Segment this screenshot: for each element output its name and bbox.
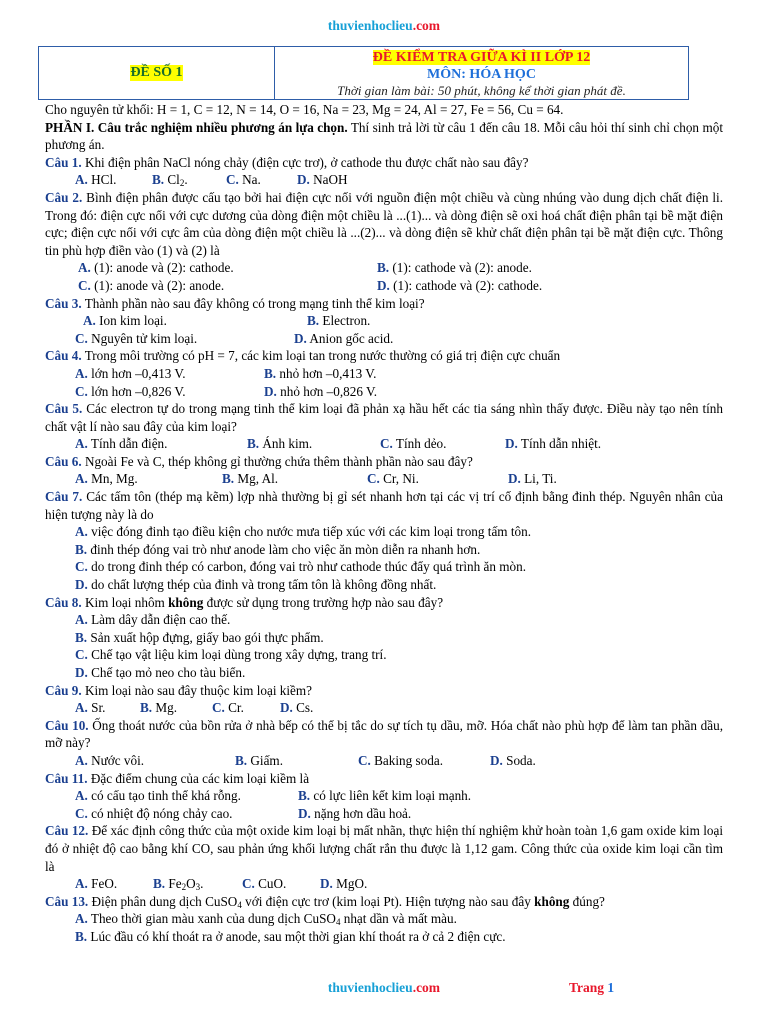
options-row <box>45 611 723 629</box>
question-13: Câu 13. Điện phân dung dịch CuSO$_4$ với điện cực trơ (kim loại Pt). Hiện tượng nào sau đây không đúng? <box>45 893 605 910</box>
options-row <box>45 171 723 189</box>
option-d[interactable]: D. NaOH <box>297 172 348 188</box>
options-row <box>45 312 723 330</box>
option-c[interactable]: C. Cr, Ni. <box>367 471 419 487</box>
option-d[interactable]: D. MgO. <box>320 876 368 892</box>
question-7: Câu 7. Các tấm tôn (thép mạ kẽm) lợp nhà thường bị gỉ sét nhanh hơn tại các vị trí cố định bằng đinh thép. Nguyên nhân của hiện tượng này là do <box>45 489 724 522</box>
option-b[interactable]: B. Mg, Al. <box>222 471 279 487</box>
options-row <box>45 330 723 348</box>
options-row <box>45 383 723 401</box>
page-number: Trang 1 <box>569 980 615 995</box>
option-a[interactable]: A. Làm dây dẫn điện cao thế. <box>75 612 231 628</box>
option-c[interactable]: C. CuO. <box>242 876 287 892</box>
options-row <box>45 910 723 928</box>
option-b[interactable]: B. $Cl_2$. <box>152 172 188 189</box>
options-row <box>45 470 723 488</box>
options-row <box>45 277 723 295</box>
option-c[interactable]: C. (1): anode và (2): anode. <box>78 277 225 293</box>
exam-info-cell <box>275 47 688 99</box>
question-10: Câu 10. Ống thoát nước của bồn rửa ở nhà bếp có thể bị tắc do sự tích tụ dầu, mỡ. Hóa chất nào phù hợp để làm tan phần dầu, mỡ này? <box>45 717 723 751</box>
option-c[interactable]: C. do trong đinh thép có carbon, đóng vai trò như cathode thúc đẩy quá trình ăn mòn. <box>75 559 527 575</box>
option-d[interactable]: D. do chất lượng thép của đinh và trong tấm tôn là không đồng nhất. <box>75 577 437 593</box>
question-9: Câu 9. Kim loại nào sau đây thuộc kim loại kiềm? <box>45 682 313 698</box>
options-row <box>45 752 723 770</box>
option-c[interactable]: C. có nhiệt độ nóng chảy cao. <box>75 805 233 821</box>
atomic-masses: Cho nguyên tử khối: H = 1, C = 12, N = 14, O = 16, Na = 23, Mg = 24, Al = 27, Fe = 56, Cu = 64. <box>45 102 564 117</box>
option-c[interactable]: C. Nguyên tử kim loại. <box>75 330 198 346</box>
option-d[interactable]: D. Chế tạo mỏ neo cho tàu biển. <box>75 665 246 680</box>
option-b[interactable]: B. Electron. <box>307 313 371 329</box>
option-c[interactable]: C. Cr. <box>212 700 244 716</box>
exam-number: ĐỀ SỐ 1 <box>130 65 183 80</box>
option-a[interactable]: A. có cấu tạo tinh thể khá rỗng. <box>75 788 241 804</box>
option-a[interactable]: A. Sr. <box>75 700 106 716</box>
option-d[interactable]: D. nặng hơn dầu hoả. <box>298 805 412 821</box>
option-b[interactable]: B. Lúc đầu có khí thoát ra ở anode, sau một thời gian khí thoát ra ở cả 2 điện cực. <box>75 928 506 944</box>
site-watermark-bottom: thuvienhoclieu.com <box>327 980 441 995</box>
option-c[interactable]: C. Tính dẻo. <box>380 436 447 452</box>
options-row <box>45 928 723 946</box>
options-row <box>45 875 723 893</box>
site-watermark-top: thuvienhoclieu.com <box>327 18 441 33</box>
option-b[interactable]: B. có lực liên kết kim loại mạnh. <box>298 788 472 804</box>
options-row <box>45 541 723 559</box>
question-6: Câu 6. Ngoài Fe và C, thép không gỉ thường chứa thêm thành phần nào sau đây? <box>45 453 473 469</box>
question-3: Câu 3. Thành phần nào sau đây không có trong mạng tinh thể kim loại? <box>45 295 425 311</box>
option-d[interactable]: D. Tính dẫn nhiệt. <box>505 436 602 452</box>
options-row <box>45 259 723 277</box>
option-a[interactable]: A. FeO. <box>75 876 118 892</box>
part1-instruction: Thí sinh trả lời từ câu 1 đến câu 18. Mỗi câu hỏi thí sinh chỉ chọn một phương án. <box>45 119 723 153</box>
options-row <box>45 646 723 664</box>
options-row <box>45 787 723 805</box>
option-a[interactable]: A. Mn, Mg. <box>75 471 138 487</box>
exam-title: ĐỀ KIỂM TRA GIỮA KÌ II LỚP 12 <box>372 50 591 65</box>
option-a[interactable]: A. Theo thời gian màu xanh của dung dịch CuSO$_4$ nhạt dần và mất màu. <box>75 911 457 928</box>
options-row <box>45 523 723 541</box>
question-12: Câu 12. Để xác định công thức của một oxide kim loại bị mất nhãn, thực hiện thí nghiệm khử hoàn toàn 1,6 gam oxide kim loại đó ở nhiệt độ cao bằng khí CO, sau phản ứng khối lượng chất rắn thu được là 1,12 gam. Công thức của oxide kim loại cần tìm là <box>45 823 723 874</box>
option-c[interactable]: C. Chế tạo vật liệu kim loại dùng trong xây dựng, trang trí. <box>75 647 387 663</box>
option-a[interactable]: A. việc đóng đinh tạo điều kiện cho nước mưa tiếp xúc với các kim loại trong tấm tôn. <box>75 524 532 540</box>
part1-title: PHẦN I. Câu trắc nghiệm nhiều phương án lựa chọn. <box>45 119 348 135</box>
option-b[interactable]: B. Sản xuất hộp đựng, giấy bao gói thực phẩm. <box>75 629 324 645</box>
option-a[interactable]: A. lớn hơn –0,413 V. <box>75 365 186 381</box>
option-d[interactable]: D. Li, Ti. <box>508 471 557 487</box>
options-row <box>45 805 723 823</box>
exam-number-cell <box>39 47 275 99</box>
part1-heading <box>45 119 723 154</box>
option-a[interactable]: A. (1): anode và (2): cathode. <box>78 260 234 276</box>
option-d[interactable]: D. nhỏ hơn –0,826 V. <box>264 383 378 399</box>
options-row <box>45 576 723 594</box>
option-b[interactable]: B. (1): cathode và (2): anode. <box>377 260 532 276</box>
option-b[interactable]: B. nhỏ hơn –0,413 V. <box>264 365 377 381</box>
option-c[interactable]: C. Na. <box>226 172 261 188</box>
exam-content <box>45 101 723 946</box>
exam-time: Thời gian làm bài: 50 phút, không kể thời gian phát đề. <box>337 83 626 98</box>
options-row <box>45 365 723 383</box>
exam-subject: MÔN: HÓA HỌC <box>427 67 536 82</box>
question-4: Câu 4. Trong môi trường có pH = 7, các kim loại tan trong nước thường có giá trị điện cực chuẩn <box>45 348 561 364</box>
question-2: Câu 2. Bình điện phân được cấu tạo bởi hai điện cực nối với nguồn điện một chiều và cùng nhúng vào dung dịch chất điện li. Trong đó: điện cực nối với cực dương của dòng điện một chiều là ...(1)... và dòng điện sẽ oxi hoá chất điện phân tại bề mặt điện cực; điện cực nối với cực âm của dòng điện một chiều là ...(2)... và dòng điện sẽ khử chất điện phân tại bề mặt điện cực. Thông tin phù hợp điền vào (1) và (2) là <box>45 189 723 258</box>
question-8: Câu 8. Kim loại nhôm không được sử dụng trong trường hợp nào sau đây? <box>45 594 444 610</box>
option-d[interactable]: D. Cs. <box>280 700 314 716</box>
exam-header-table <box>38 46 689 100</box>
options-row <box>45 435 723 453</box>
option-a[interactable]: A. Tính dẫn điện. <box>75 436 168 452</box>
option-a[interactable]: A. Ion kim loại. <box>83 313 167 329</box>
question-5: Câu 5. Các electron tự do trong mạng tinh thể kim loại đã phản xạ hầu hết các tia sáng nhìn thấy được. Điều này tạo nên tính chất vật lí nào sau đây của kim loại? <box>45 401 723 434</box>
options-row <box>45 699 723 717</box>
option-b[interactable]: B. Mg. <box>140 700 178 716</box>
option-c[interactable]: C. lớn hơn –0,826 V. <box>75 383 186 399</box>
option-d[interactable]: D. (1): cathode và (2): cathode. <box>377 277 543 293</box>
option-c[interactable]: C. Baking soda. <box>358 752 443 768</box>
option-a[interactable]: A. HCl. <box>75 172 117 188</box>
options-row <box>45 664 723 682</box>
option-a[interactable]: A. Nước vôi. <box>75 752 145 768</box>
option-d[interactable]: D. Anion gốc acid. <box>294 330 394 346</box>
options-row <box>45 558 723 576</box>
question-1: Câu 1. Khi điện phân NaCl nóng chảy (điện cực trơ), ở cathode thu được chất nào sau đây? <box>45 154 529 170</box>
question-11: Câu 11. Đặc điểm chung của các kim loại kiềm là <box>45 770 310 786</box>
options-row <box>45 629 723 647</box>
option-b[interactable]: B. $Fe_2O_3$. <box>153 876 204 893</box>
option-b[interactable]: B. Ánh kim. <box>247 436 313 452</box>
option-b[interactable]: B. Giấm. <box>235 752 283 768</box>
option-b[interactable]: B. đinh thép đóng vai trò như anode làm cho việc ăn mòn diễn ra nhanh hơn. <box>75 541 481 557</box>
option-d[interactable]: D. Soda. <box>490 752 536 768</box>
